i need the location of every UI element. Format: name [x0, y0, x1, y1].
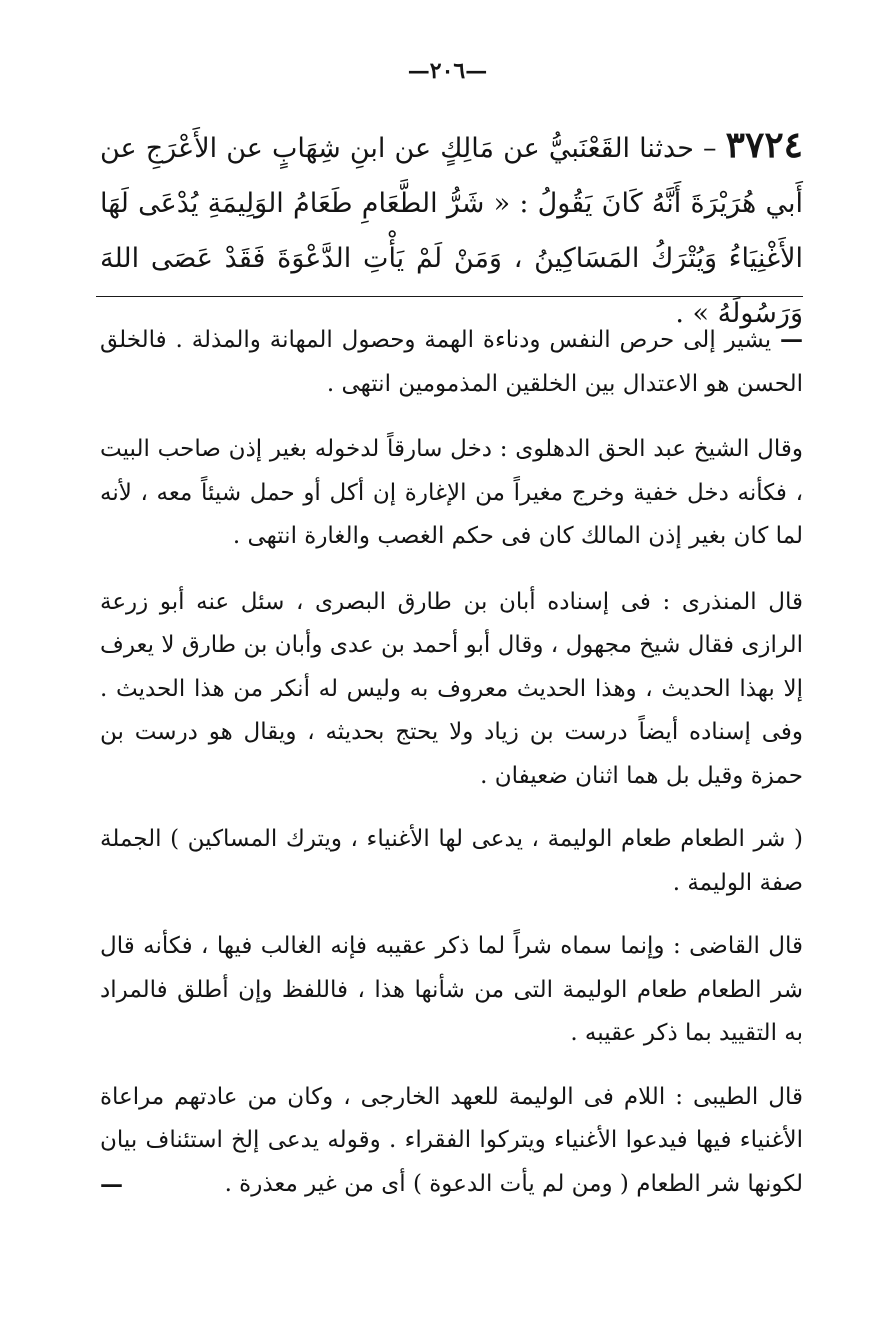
- commentary-paragraph-6: [100, 1076, 803, 1207]
- commentary-block: [100, 318, 803, 1226]
- commentary-paragraph-2: وقال الشيخ عبد الحق الدهلوى : دخل سارقاً لدخوله بغير إذن صاحب البيت ، فكأنه دخل خفية وخرج مغيراً من الإغارة إن أكل أو حمل شيئاً معه ، لأنه لما كان بغير إذن المالك كان فى حكم الغصب والغارة انتهى .: [100, 436, 803, 549]
- hadith-number: ٣٧٢٤: [725, 124, 803, 166]
- paragraph-text: قال الطيبى : اللام فى الوليمة للعهد الخارجى ، وكان من عادتهم مراعاة الأغنياء فيها فيدعوا الأغنياء ويتركوا الفقراء . وقوله يدعى إلخ استئناف بيان لكونها شر الطعام ( ومن لم يأت الدعوة ) أى من غير معذرة .: [100, 1083, 803, 1197]
- hadith-text: – حدثنا القَعْنَبيُّ عن مَالِكٍ عن ابنِ شِهَابٍ عن الأَعْرَجِ عن أَبي هُرَيْرَةَ أَنَّهُ كَانَ يَقُولُ : « شَرُّ الطَّعَامِ طَعَامُ الوَلِيمَةِ يُدْعَى لَهَا الأَغْنِيَاءُ وَيُتْرَكُ المَسَاكِينُ ، وَمَنْ لَمْ يَأْتِ الدَّعْوَةَ فَقَدْ عَصَى اللهَ وَرَسُولَهُ » .: [100, 133, 803, 329]
- commentary-paragraph-1: [100, 318, 803, 406]
- commentary-paragraph-3: قال المنذرى : فى إسناده أبان بن طارق البصرى ، سئل عنه أبو زرعة الرازى فقال شيخ مجهول ، وقال أبو أحمد بن عدى وأبان بن طارق لا يعرف إلا بهذا الحديث ، وهذا الحديث معروف به وليس له أنكر من هذا الحديث . وفى إسناده أيضاً درست بن زياد ولا يحتج بحديثه ، ويقال هو درست بن حمزة وقيل بل هما اثنان ضعيفان .: [100, 588, 803, 789]
- commentary-paragraph-4: ( شر الطعام طعام الوليمة ، يدعى لها الأغنياء ، ويترك المساكين ) الجملة صفة الوليمة .: [100, 826, 803, 896]
- hadith-text-block: [100, 118, 803, 341]
- paragraph-dash: —: [100, 1170, 123, 1198]
- paragraph-text: يشير إلى حرص النفس ودناءة الهمة وحصول المهانة والمذلة . فالخلق الحسن هو الاعتدال بين الخلقين المذمومين انتهى .: [100, 327, 803, 397]
- commentary-paragraph-5: قال القاضى : وإنما سماه شراً لما ذكر عقيبه فإنه الغالب فيها ، فكأنه قال شر الطعام طعام الوليمة التى من شأنها هذا ، فاللفظ وإن أطلق فالمراد به التقييد بما ذكر عقيبه .: [100, 933, 803, 1046]
- section-divider: [96, 296, 803, 297]
- page-number: —٢٠٦—: [407, 58, 488, 84]
- paragraph-dash: —: [780, 326, 803, 353]
